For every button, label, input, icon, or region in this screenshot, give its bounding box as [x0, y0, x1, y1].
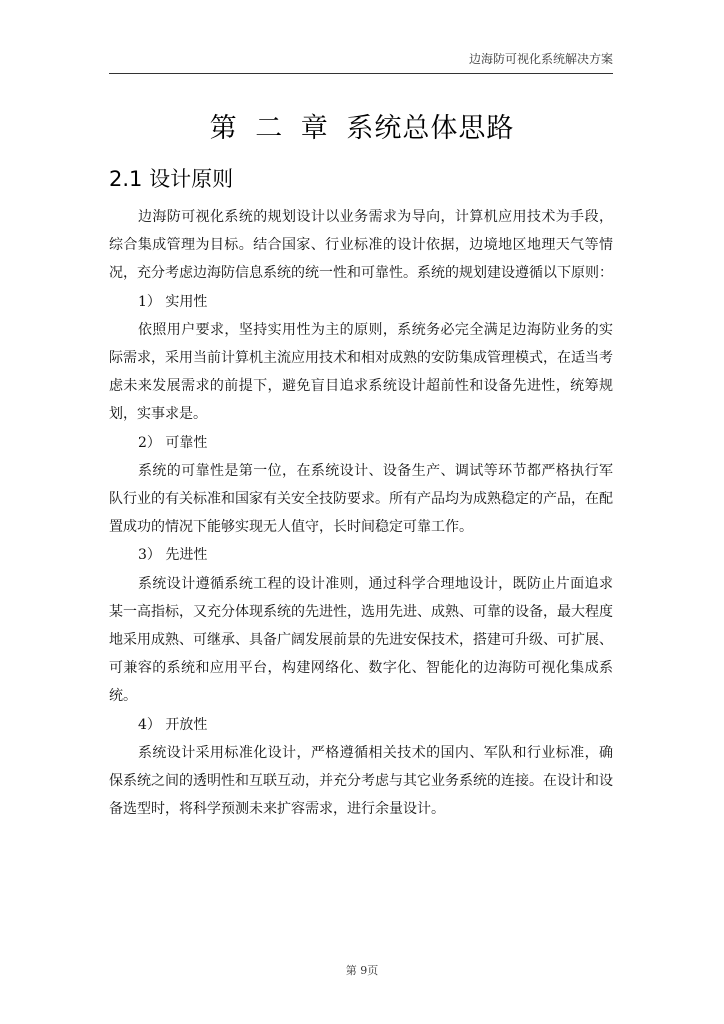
principle-heading-reliability: 2） 可靠性	[138, 434, 208, 451]
document-body	[109, 203, 613, 823]
principle-heading-advancement: 3） 先进性	[138, 547, 208, 564]
chapter-title: 第 二 章 系统总体思路	[209, 113, 515, 144]
section-title: 2.1 设计原则	[109, 167, 234, 191]
principle-text-advancement: 系统设计遵循系统工程的设计准则，通过科学合理地设计，既防止片面追求某一高指标，又充分体现系统的先进性，选用先进、成熟、可靠的设备，最大程度地采用成熟、可继承、具备广阔发展前景的先进安保技术，搭建可升级、可扩展、可兼容的系统和应用平台，构建网络化、数字化、智能化的边海防可视化集成系统。	[109, 575, 613, 705]
principle-heading-practicality: 1） 实用性	[138, 293, 208, 310]
page-number: 第 9页	[345, 964, 379, 977]
principle-text-reliability: 系统的可靠性是第一位，在系统设计、设备生产、调试等环节都严格执行军队行业的有关标准和国家有关安全技防要求。所有产品均为成熟稳定的产品，在配置成功的情况下能够实现无人值守，长时间稳定可靠工作。	[109, 462, 613, 536]
running-header: 边海防可视化系统解决方案	[468, 52, 613, 66]
principle-text-openness: 系统设计采用标准化设计，严格遵循相关技术的国内、军队和行业标准，确保系统之间的透明性和互联互动，并充分考虑与其它业务系统的连接。在设计和设备选型时，将科学预测未来扩容需求，进行余量设计。	[109, 744, 613, 818]
intro-paragraph: 边海防可视化系统的规划设计以业务需求为导向，计算机应用技术为手段，综合集成管理为目标。结合国家、行业标准的设计依据，边境地区地理天气等情况，充分考虑边海防信息系统的统一性和可靠性。系统的规划建设遵循以下原则：	[109, 209, 613, 282]
header-rule	[109, 73, 613, 74]
principle-text-practicality: 依照用户要求，坚持实用性为主的原则，系统务必完全满足边海防业务的实际需求，采用当前计算机主流应用技术和相对成熟的安防集成管理模式，在适当考虑未来发展需求的前提下，避免盲目追求系统设计超前性和设备先进性，统筹规划，实事求是。	[109, 321, 613, 423]
principle-heading-openness: 4） 开放性	[138, 716, 208, 733]
